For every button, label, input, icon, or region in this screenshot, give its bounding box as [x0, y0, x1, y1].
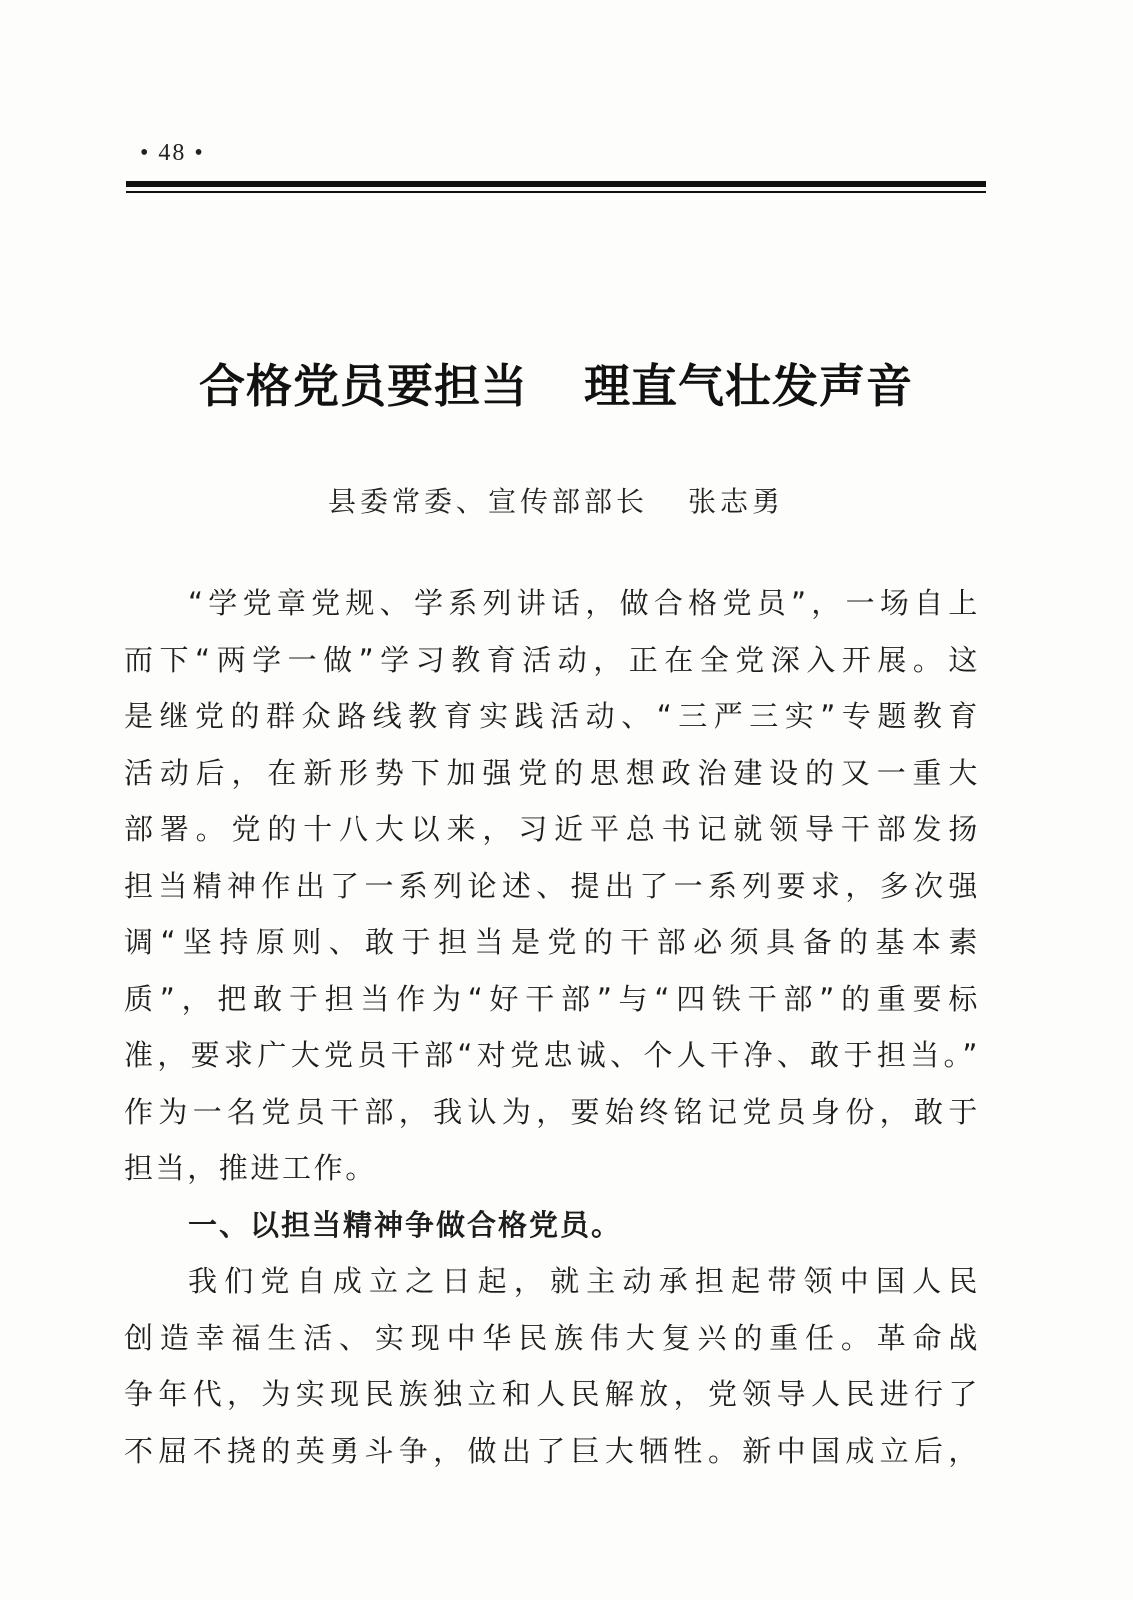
article-byline: [126, 480, 986, 520]
article-body: [124, 575, 980, 1479]
byline-role: 县委常委、宣传部部长: [327, 485, 648, 518]
article-title-part2: 理直气壮发声音: [584, 359, 913, 413]
body-line: 创造幸福生活、实现中华民族伟大复兴的重任。革命战: [124, 1320, 980, 1355]
header-rule-thick: [126, 181, 986, 187]
body-line: 准，要求广大党员干部“对党忠诚、个人干净、敢于担当。”: [124, 1038, 980, 1072]
body-line: 调“坚持原则、敢于担当是党的干部必须具备的基本素: [124, 925, 980, 959]
article-title: [126, 350, 986, 416]
body-line: 部署。党的十八大以来，习近平总书记就领导干部发扬: [124, 812, 980, 846]
body-line: 而下“两学一做”学习教育活动，正在全党深入开展。这: [124, 642, 980, 677]
body-line: 担当精神作出了一系列论述、提出了一系列要求，多次强: [124, 868, 980, 903]
body-line: 活动后，在新形势下加强党的思想政治建设的又一重大: [124, 755, 980, 790]
body-line: 担当，推进工作。: [124, 1151, 377, 1185]
body-line: 争年代，为实现民族独立和人民解放，党领导人民进行了: [124, 1377, 980, 1411]
page-number: • 48 •: [140, 140, 205, 166]
body-line: 是继党的群众路线教育实践活动、“三严三实”专题教育: [124, 699, 980, 733]
body-line: 质”，把敢于担当作为“好干部”与“四铁干部”的重要标: [124, 981, 980, 1016]
body-line: “学党章党规、学系列讲话，做合格党员”，一场自上: [188, 586, 980, 620]
byline-name: 张志勇: [688, 485, 785, 518]
body-line: 不屈不挠的英勇斗争，做出了巨大牺牲。新中国成立后，: [124, 1433, 980, 1468]
body-line: 我们党自成立之日起，就主动承担起带领中国人民: [188, 1264, 980, 1298]
section-heading: 一、以担当精神争做合格党员。: [188, 1207, 623, 1242]
header-rule-thin: [126, 191, 986, 193]
body-line: 作为一名党员干部，我认为，要始终铭记党员身份，敢于: [124, 1094, 980, 1129]
article-title-part1: 合格党员要担当: [199, 359, 528, 413]
